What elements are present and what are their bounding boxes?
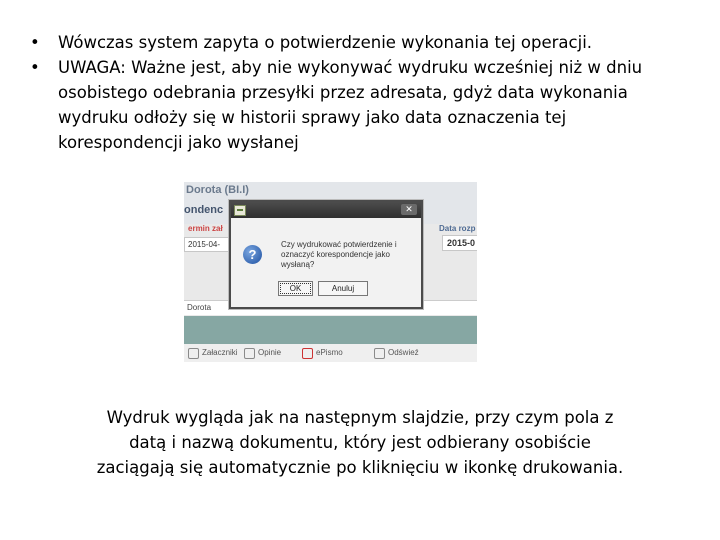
bullet-dot: • bbox=[30, 33, 40, 52]
toolbar-label: Opinie bbox=[258, 348, 282, 357]
question-icon: ? bbox=[243, 245, 262, 264]
start-date-field[interactable]: 2015-0 bbox=[442, 235, 477, 251]
deadline-field[interactable]: 2015-04- bbox=[184, 237, 233, 252]
start-date-label: Data rozp bbox=[439, 224, 476, 233]
document-icon bbox=[244, 348, 255, 359]
caption-text: Wydruk wygląda jak na następnym slajdzie, przy czym pola z datą i nazwą dokumentu, który jest odbierany osobiście zaciągają się automatycznie po kliknięciu w ikonkę drukowania. bbox=[96, 408, 624, 477]
section-bar bbox=[184, 316, 477, 344]
section-title: ondenc bbox=[184, 204, 224, 216]
toolbar-label: Załaczniki bbox=[202, 348, 238, 357]
app-screenshot bbox=[184, 182, 477, 362]
bullet-dot: • bbox=[30, 58, 40, 77]
toolbar-label: ePismo bbox=[316, 348, 343, 357]
cancel-button[interactable]: Anuluj bbox=[318, 281, 368, 296]
paperclip-icon bbox=[188, 348, 199, 359]
bullet-item bbox=[30, 30, 680, 55]
user-title: Dorota (BI.I) bbox=[186, 184, 249, 196]
ok-button[interactable]: OK bbox=[278, 281, 313, 296]
close-icon[interactable]: ✕ bbox=[401, 204, 417, 215]
bullet-text: UWAGA: Ważne jest, aby nie wykonywać wydruku wcześniej niż w dniu osobistego odebrania przesyłki przez adresata, gdyż data wykonania wydruku odłoży się w historii sprawy jako data oznaczenia tej korespondencji jako wysłanej bbox=[58, 58, 643, 152]
bullet-item bbox=[30, 55, 680, 155]
bullet-text: Wówczas system zapyta o potwierdzenie wykonania tej operacji. bbox=[58, 33, 593, 52]
dialog-message: Czy wydrukować potwierdzenie i oznaczyć korespondencje jako wysłaną? bbox=[281, 240, 397, 269]
epismo-icon bbox=[302, 348, 313, 359]
deadline-label: ermin zał bbox=[188, 224, 223, 233]
name-field[interactable]: Dorota bbox=[184, 300, 477, 315]
toolbar-label: Odświeź bbox=[388, 348, 419, 357]
toolbar-epismo-button[interactable] bbox=[302, 344, 343, 362]
toolbar-refresh-button[interactable] bbox=[374, 344, 419, 362]
dialog-titlebar bbox=[231, 202, 421, 218]
app-icon bbox=[234, 205, 246, 216]
toolbar-attachments-button[interactable] bbox=[188, 344, 238, 362]
bottom-toolbar bbox=[184, 344, 477, 362]
refresh-icon bbox=[374, 348, 385, 359]
toolbar-opinions-button[interactable] bbox=[244, 344, 281, 362]
bullet-list bbox=[30, 30, 680, 155]
confirm-dialog bbox=[229, 200, 423, 309]
